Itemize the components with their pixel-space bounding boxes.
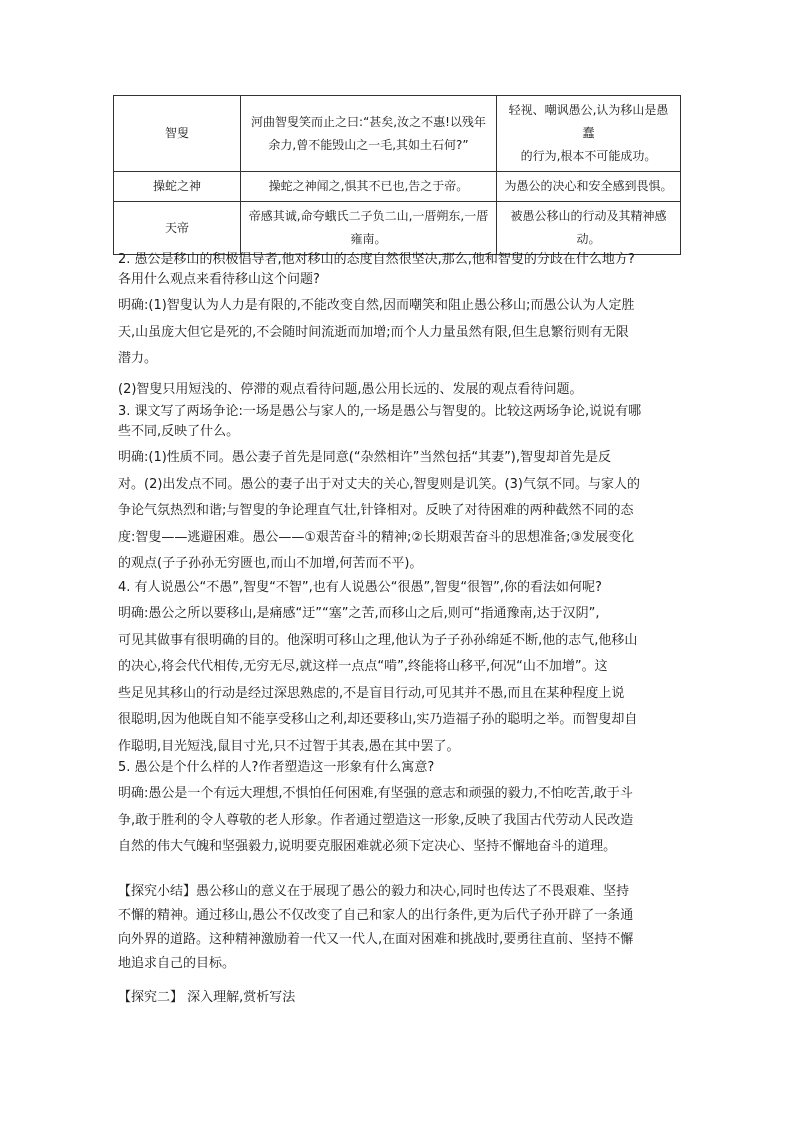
text-line: 自然的伟大气魄和坚强毅力,说明要克服困难就必须下定决心、坚持不懈地奋斗的道理。	[118, 839, 617, 854]
attitude-cell: 轻视、嘲讽愚公,认为移山是愚蠢 的行为,根本不可能成功。	[497, 96, 681, 172]
text-line: 作聪明,目光短浅,鼠目寸光,只不过智于其表,愚在其中罢了。	[118, 738, 460, 754]
text-line: 天,山虽庞大但它是死的,不会随时间流逝而加增;而个人力量虽然有限,但生息繁衍则有无限	[118, 324, 629, 340]
role-cell: 智叟	[114, 96, 241, 172]
text-line: 对。(2)出发点不同。愚公的妻子出于对丈夫的关心,智叟则是讥笑。(3)气氛不同。与家人的	[118, 476, 640, 492]
text-line: 地追求自己的目标。	[118, 956, 236, 971]
text-line: 争,敢于胜利的令人尊敬的老人形象。作者通过塑造这一形象,反映了我国古代劳动人民改造	[118, 812, 634, 828]
role-cell: 操蛇之神	[114, 172, 241, 202]
question-2	[118, 250, 684, 290]
text-line: 3. 课文写了两场争论:一场是愚公与家人的,一场是愚公与智叟的。比较这两场争论,说说有哪	[118, 404, 642, 419]
exploration-summary	[118, 880, 684, 976]
text-line: 明确:(1)性质不同。愚公妻子首先是同意(“杂然相许”当然包括“其妻”),智叟却首先是反	[118, 450, 612, 465]
text-line: 些不同,反映了什么。	[118, 424, 240, 439]
quote-cell: 帝感其诚,命夸蛾氏二子负二山,一厝朔东,一厝 雍南。	[241, 202, 497, 255]
answer-3	[118, 445, 684, 578]
text-line: 些足见其移山的行动是经过深思熟虑的,不是盲目行动,可见其并不愚,而且在某种程度上说	[118, 685, 625, 701]
role-cell: 天帝	[114, 202, 241, 255]
text-line: 明确:愚公之所以要移山,是痛感“迂”“塞”之苦,而移山之后,则可“指通豫南,达于汉阴”,	[118, 606, 600, 621]
question-5	[118, 758, 684, 778]
text-line: 争论气氛热烈和谐;与智叟的争论理直气壮,针锋相对。反映了对待困难的两种截然不同的态	[118, 503, 634, 518]
text-line: 的决心,将会代代相传,无穷无尽,就这样一点点“啃”,终能将山移平,何况“山不加增”。这	[118, 659, 608, 674]
text-line: 可见其做事有很明确的目的。他深明可移山之理,他认为子子孙孙绵延不断,他的志气,他移山	[118, 632, 638, 648]
quote-cell: 操蛇之神闻之,惧其不已也,告之于帝。	[241, 172, 497, 202]
attitude-cell: 被愚公移山的行动及其精神感动。	[497, 202, 681, 255]
exploration-2-heading	[118, 988, 684, 1008]
character-attitude-table	[113, 95, 681, 255]
text-line: 向外界的道路。这种精神激励着一代又一代人,在面对困难和挑战时,要勇往直前、坚持不懈	[118, 932, 634, 947]
attitude-cell: 为愚公的决心和安全感到畏惧。	[497, 172, 681, 202]
text-line: 潜力。	[118, 351, 158, 366]
text-line: 的观点(子子孙孙无穷匮也,而山不加增,何苦而不平)。	[118, 556, 423, 571]
text-line: 2. 愚公是移山的积极倡导者,他对移山的态度自然很坚决,那么,他和智叟的分歧在什么地方?	[118, 252, 635, 267]
answer-4	[118, 601, 684, 760]
question-3	[118, 402, 684, 442]
text-line: (2)智叟只用短浅的、停滞的观点看待问题,愚公用长远的、发展的观点看待问题。	[118, 382, 583, 397]
text-line: 度:智叟——逃避困难。愚公——①艰苦奋斗的精神;②长期艰苦奋斗的思想准备;③发展变化	[118, 529, 635, 545]
text-line: 明确:(1)智叟认为人力是有限的,不能改变自然,因而嘲笑和阻止愚公移山;而愚公认为人定胜	[118, 298, 635, 313]
answer-5	[118, 781, 684, 861]
text-line: 各用什么观点来看待移山这个问题?	[118, 272, 320, 287]
table-row	[114, 172, 681, 202]
answer-2	[118, 293, 684, 373]
text-line: 【探究小结】愚公移山的意义在于展现了愚公的毅力和决心,同时也传达了不畏艰难、坚持	[118, 884, 630, 899]
text-line: 4. 有人说愚公“不愚”,智叟“不智”,也有人说愚公“很愚”,智叟“很智”,你的看法如何呢?	[118, 580, 602, 595]
text-line: 不懈的精神。通过移山,愚公不仅改变了自己和家人的出行条件,更为后代子孙开辟了一条通	[118, 908, 634, 923]
text-line: 【探究二】 深入理解,赏析写法	[118, 990, 296, 1005]
table-row	[114, 96, 681, 172]
text-line: 5. 愚公是个什么样的人?作者塑造这一形象有什么寓意?	[118, 760, 435, 775]
answer-2b	[118, 380, 684, 400]
quote-cell: 河曲智叟笑而止之曰:“甚矣,汝之不惠!以残年 余力,曾不能毁山之一毛,其如土石何?”	[241, 96, 497, 172]
question-4	[118, 578, 684, 598]
text-line: 明确:愚公是一个有远大理想,不惧怕任何困难,有坚强的意志和顽强的毅力,不怕吃苦,敢于斗	[118, 786, 633, 801]
text-line: 很聪明,因为他既自知不能享受移山之利,却还要移山,实乃造福子孙的聪明之举。而智叟却自	[118, 712, 638, 727]
table-row	[114, 202, 681, 255]
